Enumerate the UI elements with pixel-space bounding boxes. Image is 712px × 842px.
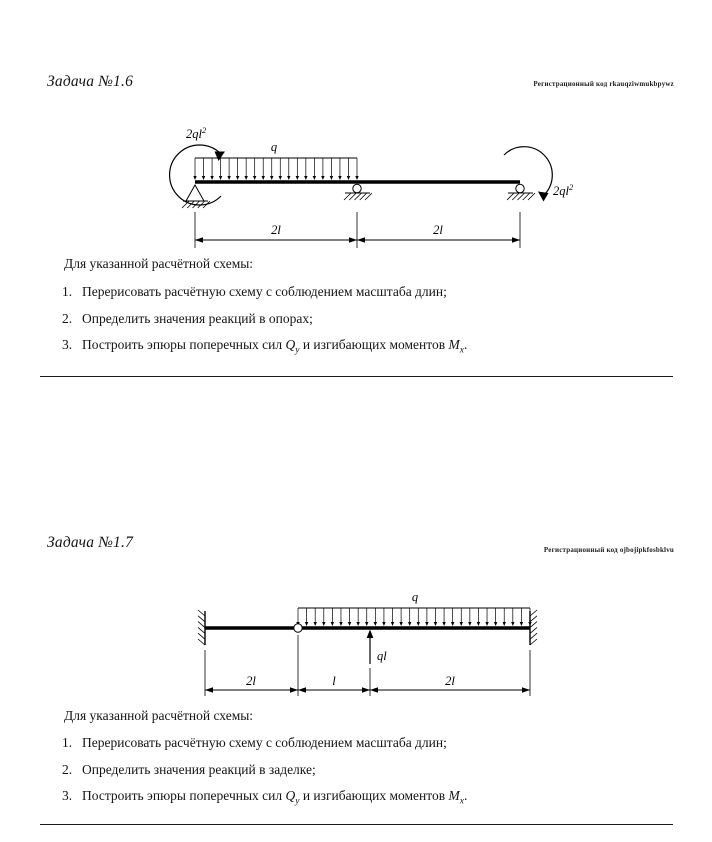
dimension-lines: [195, 212, 520, 248]
problem1-intro: Для указанной расчётной схемы:: [64, 256, 254, 271]
dim-label-2: l: [332, 674, 336, 688]
bottom-rule: [40, 824, 673, 825]
force-arrowhead: [367, 630, 374, 639]
section-divider: [40, 376, 673, 377]
force-arrow: [367, 630, 388, 665]
problem2-registration-code: Регистрационный код ojbojipkfosbklvu: [543, 546, 674, 554]
distributed-load-icon: [296, 608, 531, 626]
moment-left-arrowhead: [215, 152, 226, 162]
task-item-3: 3. Построить эпюры поперечных сил $Q_y$ и изгибающих моментов $M_x$.: [62, 337, 468, 356]
dim-label-1: 2l: [246, 674, 256, 688]
problem2-title: Задача №1.7: [47, 534, 134, 551]
dim-label-right: 2l: [433, 223, 443, 237]
beam-diagram-problem2: [180, 588, 580, 703]
fixed-support-right: [530, 610, 537, 645]
beam-diagram-problem1: [150, 122, 610, 257]
moment-right-arrowhead: [538, 192, 549, 202]
dim-label-left: 2l: [271, 223, 281, 237]
problem2-task-list: [62, 734, 467, 820]
problem1-title: Задача №1.6: [47, 73, 134, 90]
task-item-1: 1. Перерисовать расчётную схему с соблюдением масштаба длин;: [62, 735, 447, 750]
force-label: ql: [377, 649, 387, 663]
problem1-registration-code: Регистрационный код rkauqziwmukbpywz: [533, 80, 674, 88]
distributed-load-icon: [193, 158, 358, 180]
roller-support-right: [507, 184, 535, 200]
dim-label-3: 2l: [445, 674, 455, 688]
task-item-1: 1. Перерисовать расчётную схему с соблюдением масштаба длин;: [62, 284, 447, 299]
problem2-intro: Для указанной расчётной схемы:: [64, 708, 254, 723]
task-item-2: 2. Определить значения реакций в заделке;: [62, 761, 316, 777]
hinge: [294, 624, 302, 632]
load-label: q: [411, 590, 419, 604]
moment-left-label: $2ql^2$: [186, 125, 207, 141]
task-item-3: 3. Построить эпюры поперечных сил $Q_y$ и изгибающих моментов $M_x$.: [62, 788, 468, 807]
roller-support-middle: [344, 184, 372, 200]
fixed-support-left: [198, 610, 205, 645]
problem1-task-list: [62, 283, 467, 369]
moment-right-label: $2ql^2$: [553, 182, 574, 198]
task-item-2: 2. Определить значения реакций в опорах;: [62, 310, 313, 326]
load-label: q: [270, 140, 278, 154]
